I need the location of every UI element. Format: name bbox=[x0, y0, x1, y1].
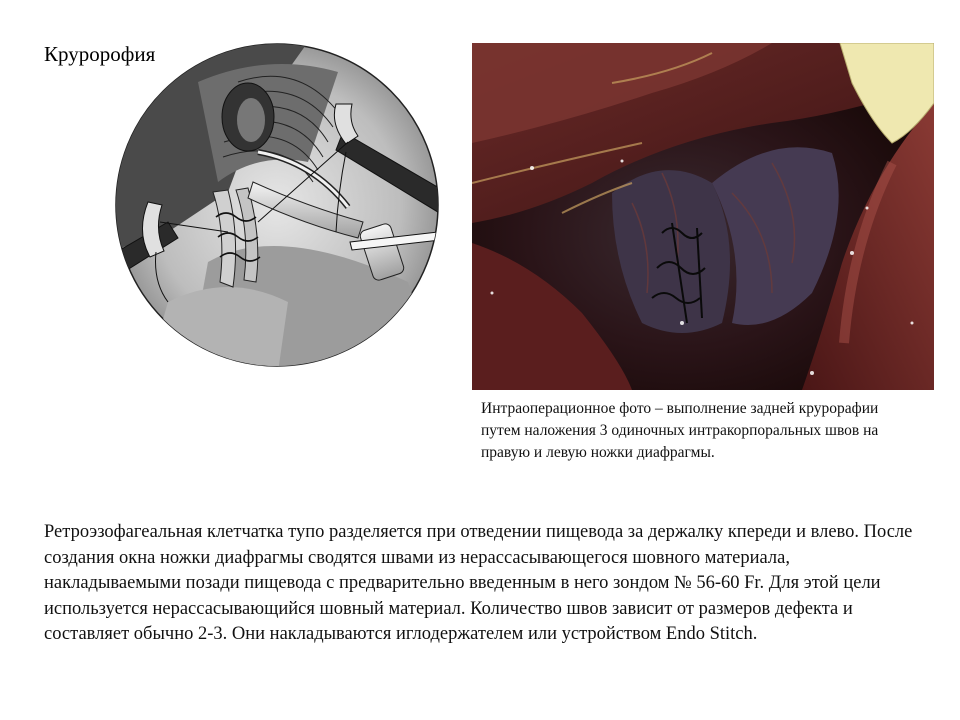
body-paragraph: Ретроэзофагеальная клетчатка тупо разделяется при отведении пищевода за держалку кпереди и влево. После создания окна ножки диафрагмы сводятся швами из нерассасывающегося шовного материала, накладываемыми позади пищевода с предварительно введенным в него зондом № 56-60 Fr. Для этой цели используется нерассасывающийся шовный материал. Количество швов зависит от размеров дефекта и составляет обычно 2-3. Они накладываются иглодержателем или устройством Endo Stitch. bbox=[44, 522, 913, 644]
photo-caption: Интраоперационное фото – выполнение задней крурорафии путем наложения 3 одиночных интракорпоральных швов на правую и левую ножки диафрагмы. bbox=[481, 400, 879, 461]
slide-title: Круророфия bbox=[44, 42, 156, 66]
intraoperative-photo bbox=[472, 43, 934, 390]
cruroraphy-illustration bbox=[108, 42, 446, 368]
